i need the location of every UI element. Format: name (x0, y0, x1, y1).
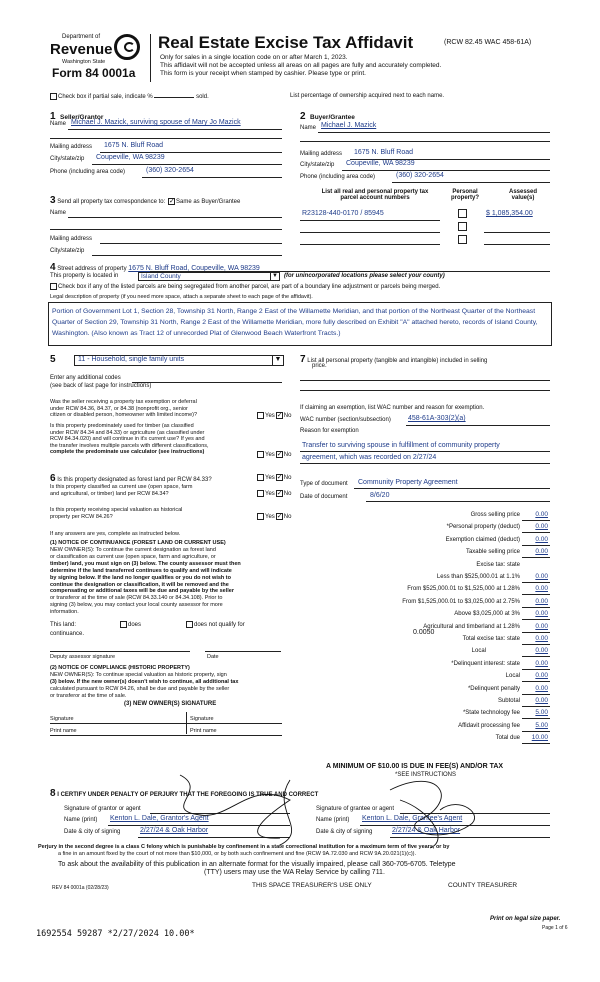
buyer-phone[interactable]: (360) 320-2654 (396, 172, 444, 179)
personal-checkbox-1[interactable] (458, 209, 467, 218)
seller-city[interactable]: Coupeville, WA 98239 (96, 154, 165, 161)
send-name-label: Name (50, 210, 67, 216)
q-current-use: Is this property classified as current use (open space, farm and agricultural, or timber) land per RCW 84.34? (50, 484, 193, 497)
sec5-num: 5 (50, 354, 56, 365)
calc-value[interactable]: 0.00 (535, 697, 548, 704)
grantor-date-label: Date & city of signing (64, 829, 121, 835)
calc-label: *Delinquent penalty (467, 685, 520, 692)
q-forest: 6 Is this property designated as forest land per RCW 84.33? (50, 473, 212, 484)
list-pct-note: List percentage of ownership acquired next to each name. (290, 93, 445, 99)
minimum-due-note: A MINIMUM OF $10.00 IS DUE IN FEE(S) AND/OR TAX (326, 763, 504, 770)
local-rate: 0.0050 (413, 629, 435, 636)
page-number: Page 1 of 6 (542, 925, 568, 931)
calc-value[interactable]: 0.00 (535, 511, 548, 518)
seller-city-label: City/state/zip (50, 156, 85, 162)
doc-type[interactable]: Community Property Agreement (358, 479, 458, 486)
legal-desc-label: Legal description of property (if you need more space, attach a separate sheet to each page of the affidavit). (50, 294, 313, 300)
calc-label: Taxable selling price (465, 549, 520, 556)
calc-value[interactable]: 5.00 (535, 709, 548, 717)
see-instructions: *SEE INSTRUCTIONS (395, 772, 457, 778)
parcel-header: List all real and personal property tax parcel account numbers (321, 189, 429, 201)
alt-format-line-1: To ask about the availability of this publication in an alternate format for the visually impaired, please call 360-705-6705. Teletype (58, 861, 456, 868)
seller-name-label: Name (50, 121, 67, 127)
grantee-signature-label: Signature of grantee or agent (316, 806, 395, 812)
calc-value[interactable]: 0.00 (535, 672, 548, 680)
buyer-mailing[interactable]: 1675 N. Bluff Road (354, 149, 414, 156)
q-historic-answer: Yes✓ No (257, 513, 291, 520)
grantor-signature-label: Signature of grantor or agent (64, 806, 141, 812)
citation: (RCW 82.45 WAC 458-61A) (444, 39, 532, 46)
calc-label: From $1,525,000.01 to $3,025,000 at 2.75% (402, 598, 520, 605)
segregated-row: Check box if any of the listed parcels are being segregated from another parcel, are part of a boundary line adjustment or parcels being merged. (50, 283, 440, 290)
deputy-signature-label: Deputy assessor signature (50, 654, 116, 660)
calc-value[interactable]: 0.00 (535, 647, 548, 655)
owner-print-label-1: Print name (50, 728, 77, 734)
continuance-label: continuance. (50, 631, 85, 637)
header-note-2: This affidavit will not be accepted unless all areas on all pages are fully and accurately completed. (160, 62, 442, 69)
buyer-name-label: Name (300, 125, 317, 131)
buyer-mailing-label: Mailing address (300, 151, 343, 157)
q-historic: Is this property receiving special valuation as historical property per RCW 84.26? (50, 507, 183, 520)
page-title: Real Estate Excise Tax Affidavit (158, 33, 414, 52)
wac-label: WAC number (section/subsection) (300, 417, 391, 423)
reason-label: Reason for exemption (300, 428, 359, 434)
calc-value[interactable]: 5.00 (535, 721, 548, 729)
state-label: Washington State (62, 59, 106, 65)
calc-label: Total excise tax: state (462, 636, 520, 642)
legal-description[interactable]: Portion of Government Lot 1, Section 28, Township 31 North, Range 2 East of the Willamette Meridian, and that portion of the Northeast Quarter of the Northeast Quarter of Section 29, Township 31 North, Range 2 East of the Willamette Meridian, more fully described on Exhibit "A" attached hereto, records of Island County, Washington. (Also known as Tract 12 of unrecorded Plat of Glenwood Beach Waterfront Tracts.) (48, 302, 552, 346)
calc-value[interactable]: 0.00 (535, 585, 548, 593)
calc-label: Excise tax: state (476, 561, 520, 568)
same-as-buyer-checkbox[interactable] (168, 198, 175, 205)
calc-value[interactable]: 0.00 (535, 548, 548, 556)
perjury-line-2: a fine in an amount fixed by the court of not more than $10,000, or by both such confinement and fine (RCW 9A.72.030 and RCW 9A.20.021(1)(c)). (58, 851, 417, 857)
doc-date[interactable]: 8/6/20 (370, 492, 390, 499)
calc-value[interactable]: 10.00 (531, 734, 548, 742)
property-use-select[interactable]: 11 - Household, single family units ▼ (74, 355, 284, 366)
calc-label: *Delinquent interest: state (451, 660, 520, 667)
notice-continuance-title: (1) NOTICE OF CONTINUANCE (FOREST LAND OR CURRENT USE) (50, 540, 226, 546)
seller-phone[interactable]: (360) 320-2654 (146, 167, 194, 174)
handwritten-signature-icon (140, 770, 560, 850)
buyer-heading: 2 Buyer/Grantee (300, 111, 355, 122)
form-number: Form 84 0001a (52, 66, 136, 80)
wac-number[interactable]: 458-61A-303(2)(a) (408, 415, 466, 422)
sec7-text: 7 List all personal property (tangible and intangible) included in selling (300, 354, 488, 365)
grantor-date[interactable]: 2/27/24 & Oak Harbor (140, 827, 209, 834)
reason-line-1[interactable]: Transfer to surviving spouse in fulfillment of community property (302, 442, 500, 449)
chevron-down-icon: ▼ (272, 356, 283, 366)
county-treasurer: COUNTY TREASURER (448, 882, 518, 889)
street-address[interactable]: 1675 N. Bluff Road, Coupeville, WA 98239 (128, 265, 260, 272)
calc-label: From $525,000.01 to $1,525,000 at 1.28% (407, 586, 520, 593)
buyer-phone-label: Phone (including area code) (300, 174, 376, 180)
reason-line-2[interactable]: agreement, which was recorded on 2/27/24 (302, 454, 437, 461)
calc-value[interactable]: 0.00 (535, 659, 548, 667)
this-land-label: This land: (50, 622, 77, 628)
treasurer-only: THIS SPACE TREASURER'S USE ONLY (252, 882, 372, 889)
calc-label: Subtotal (497, 698, 520, 704)
seller-heading: 1 Seller/Grantor (50, 111, 104, 122)
partial-sale-row (50, 93, 209, 100)
legal-paper-note: Print on legal size paper. (490, 916, 561, 922)
does-qualify-option: does (120, 621, 141, 628)
certify-heading: 8 I CERTIFY UNDER PENALTY OF PERJURY THAT THE FOREGOING IS TRUE AND CORRECT (50, 788, 319, 799)
owner-signature-label-2: Signature (190, 716, 214, 722)
calc-label: Local (505, 673, 520, 680)
new-owner-signature-title: (3) NEW OWNER(S) SIGNATURE (124, 701, 217, 707)
seller-name[interactable]: Michael J. Mazick, surviving spouse of Mary Jo Mazick (71, 119, 241, 126)
sec7-text-2: price. (312, 363, 327, 369)
calc-label: *State technology fee (462, 710, 520, 717)
seller-mailing[interactable]: 1675 N. Bluff Road (104, 142, 164, 149)
calc-label: Affidavit processing fee (458, 722, 520, 729)
personal-checkbox-3[interactable] (458, 235, 467, 244)
exemption-note: If claiming an exemption, list WAC number and reason for exemption. (300, 405, 485, 411)
calc-value[interactable]: 0.00 (535, 684, 548, 692)
calc-value[interactable]: 0.00 (535, 573, 548, 580)
alt-format-line-2: (TTY) users may use the WA Relay Service by calling 711. (204, 869, 385, 876)
calc-value[interactable]: 0.00 (535, 535, 548, 543)
send-city-label: City/state/zip (50, 248, 85, 254)
calc-label: *Personal property (deduct) (446, 524, 520, 531)
partial-sale-checkbox[interactable] (50, 93, 57, 100)
buyer-city[interactable]: Coupeville, WA 98239 (346, 160, 415, 167)
sold-label: sold. (196, 94, 209, 101)
calc-label: Total due (495, 735, 520, 742)
calc-value[interactable]: 0.00 (535, 635, 548, 642)
calc-value[interactable]: 0.00 (535, 523, 548, 531)
calc-value[interactable]: 0.00 (535, 597, 548, 605)
grantor-name[interactable]: Kenton L. Dale, Grantor's Agent (110, 815, 209, 822)
buyer-city-label: City/state/zip (300, 162, 335, 168)
personal-header: Personal property? (450, 189, 479, 201)
send-heading: 3 Send all property tax correspondence to: ✓ Same as Buyer/Grantee (50, 195, 240, 206)
grantee-name-label: Name (print) (316, 817, 350, 823)
q-forest-answer: Yes✓ No (257, 474, 291, 481)
calc-label: Above $3,025,000 at 3% (454, 611, 520, 618)
assessed-value[interactable]: $ 1,085,354.00 (486, 210, 533, 217)
calc-value[interactable]: 0.00 (535, 610, 548, 618)
buyer-name[interactable]: Michael J. Mazick (321, 122, 377, 129)
dept-name: Revenue (50, 41, 113, 58)
grantor-name-label: Name (print) (64, 817, 98, 823)
revenue-logo-icon (114, 34, 140, 60)
does-not-qualify-option: does not qualify for (186, 621, 245, 628)
grantee-date[interactable]: 2/27/24 & Oak Harbor (392, 827, 461, 834)
ifany-note: If any answers are yes, complete as instructed below. (50, 531, 181, 537)
calc-label: Less than $525,000.01 at 1.1% (436, 574, 520, 580)
located-label: This property is located in (50, 273, 119, 279)
q-exemption-answer: Yes✓ No (257, 412, 291, 419)
owner-print-label-2: Print name (190, 728, 217, 734)
q-timber: Is this property predominately used for timber (as classified under RCW 84.34 and 84.33) or agriculture (as classified under RCW 84.34.020) and will continue in it's current use? If yes and the transfer involves multiple parcels with different classifications, complete the predominate use calculator (see instructions) (50, 423, 209, 455)
notice-compliance-text: NEW OWNER(S): To continue special valuation as historic property, sign (3) below. If the new owner(s) doesn't wish to continue, all additional tax calculated pursuant to RCW 84.26, shall be due and payable by the seller or transferor at the time of sale. (50, 672, 239, 699)
revision: REV 84 0001a (02/28/23) (52, 885, 109, 891)
q-exemption: Was the seller receiving a property tax exemption or deferral under RCW 84.36, 84.37, or 84.38 (nonprofit org., senior citizen or disabled person, homeowner with limited income)? (50, 399, 198, 418)
perjury-line-1: Perjury in the second degree is a class C felony which is punishable by confinement in a state correctional institution for a maximum term of five years, or by (38, 844, 450, 850)
seller-phone-label: Phone (including area code) (50, 169, 126, 175)
dept-label: Department of (62, 34, 101, 40)
q-current-use-answer: Yes✓ No (257, 490, 291, 497)
codes-label: Enter any additional codes (50, 375, 121, 381)
grantee-name[interactable]: Kenton L. Dale, Grantee's Agent (362, 815, 463, 822)
partial-sale-label: Check box if partial sale, indicate % (58, 94, 153, 101)
grantee-date-label: Date & city of signing (316, 829, 373, 835)
calc-label: Gross selling price (470, 512, 520, 518)
chevron-down-icon: ▼ (270, 273, 279, 281)
calc-value[interactable]: 0.00 (535, 622, 548, 630)
notice-compliance-title: (2) NOTICE OF COMPLIANCE (HISTORIC PROPERTY) (50, 665, 190, 671)
doc-type-label: Type of document (300, 481, 348, 487)
personal-checkbox-2[interactable] (458, 222, 467, 231)
street-row: 4 Street address of property 1675 N. Bluff Road, Coupeville, WA 98239 (50, 262, 260, 273)
seller-mailing-label: Mailing address (50, 144, 93, 150)
calc-label: Local (471, 648, 486, 655)
calc-label: Agricultural and timberland at 1.28% (423, 623, 520, 630)
doc-date-label: Date of document (300, 494, 348, 500)
assessed-header: Assessed value(s) (508, 189, 538, 201)
notice-continuance-text: NEW OWNER(S): To continue the current designation as forest land or classification as current use (open space, farm and agriculture, or timber) land, you must sign on (3) below. The county assessor must then determine if the land transferred continues to qualify and will indicate by signing below. If the land no longer qualifies or you do not wish to continue the designation or classification, it will be removed and the compensating or additional taxes will be due and payable by the seller or transferor at the time of sale (RCW 84.33.140 or 84.34.108). Prior to signing (3) below, you may contact your local county assessor for more information. (50, 547, 241, 616)
send-mailing-label: Mailing address (50, 236, 93, 242)
parcel-number[interactable]: R23128-440-0170 / 85945 (302, 210, 384, 217)
codes-note: (see back of last page for instructions) (50, 383, 152, 389)
segregated-checkbox[interactable] (50, 283, 57, 290)
owner-signature-label-1: Signature (50, 716, 74, 722)
deputy-date-label: Date (207, 654, 219, 660)
unincorporated-note: (for unincorporated locations please select your county) (284, 273, 445, 279)
header-note-3: This form is your receipt when stamped by cashier. Please type or print. (160, 70, 366, 77)
q-timber-answer: Yes✓ No (257, 451, 291, 458)
header-note-1: Only for sales in a single location code on or after March 1, 2023. (160, 54, 348, 61)
recording-stamp: 1692554 59287 *2/27/2024 10.00* (36, 929, 195, 939)
county-select[interactable]: Island County ▼ (138, 272, 280, 281)
calc-label: Exemption claimed (deduct) (445, 536, 520, 543)
